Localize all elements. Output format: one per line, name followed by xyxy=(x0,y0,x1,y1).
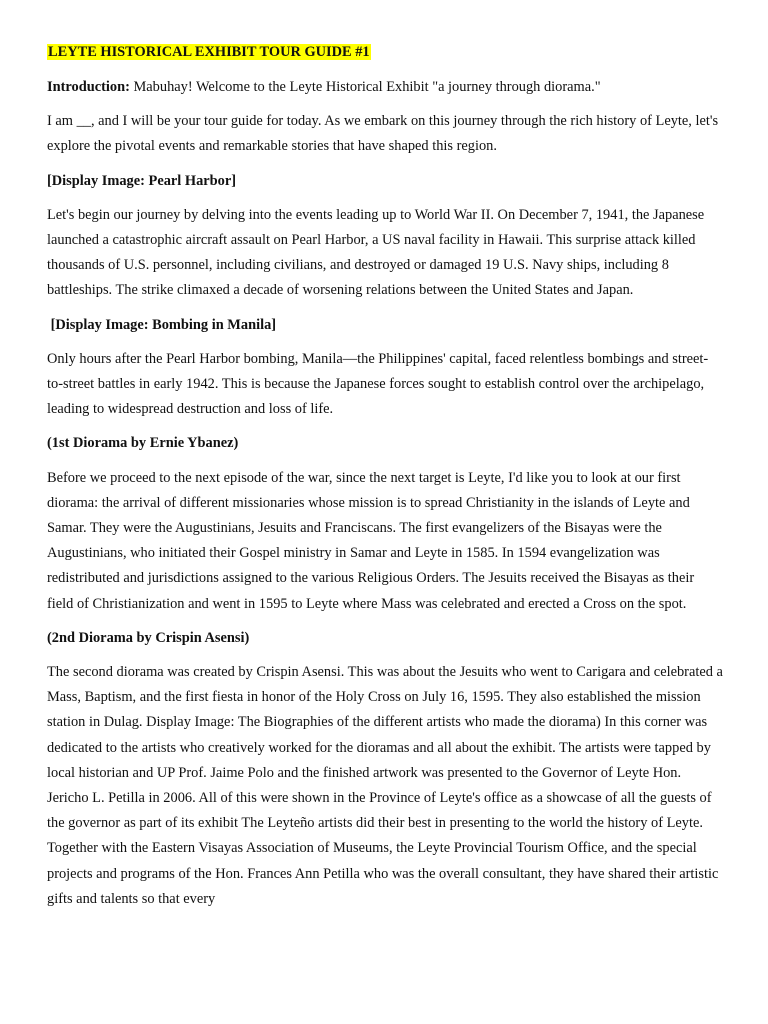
heading-bombing-manila: [Display Image: Bombing in Manila] xyxy=(47,316,277,333)
intro-paragraph xyxy=(47,75,723,100)
document-title: LEYTE HISTORICAL EXHIBIT TOUR GUIDE #1 xyxy=(48,44,370,60)
heading-first-diorama: (1st Diorama by Ernie Ybanez) xyxy=(47,435,239,452)
paragraph-bombing-manila: Only hours after the Pearl Harbor bombing, Manila—the Philippines' capital, faced relentless bombings and street-to-street battles in early 1942. This is because the Japanese forces sought to establish control over the archipelago, leading to widespread destruction and loss of life. xyxy=(47,350,709,418)
intro-text: Mabuhay! Welcome to the Leyte Historical Exhibit "a journey through diorama." xyxy=(129,79,601,95)
heading-pearl-harbor: [Display Image: Pearl Harbor] xyxy=(47,172,237,189)
paragraph-first-diorama: Before we proceed to the next episode of the war, since the next target is Leyte, I'd like you to look at our first diorama: the arrival of different missionaries whose mission is to spread Christianity in the islands of Leyte and Samar. They were the Augustinians, Jesuits and Franciscans. The first evangelizers of the Bisayas were the Augustinians, who initiated their Gospel ministry in Samar and Leyte in 1585. In 1594 evangelization was redistributed and jurisdictions assigned to the various Religious Orders. The Jesuits received the Bisayas as their field of Christianization and went in 1595 to Leyte where Mass was celebrated and erected a Cross on the spot. xyxy=(47,469,695,612)
paragraph-pearl-harbor: Let's begin our journey by delving into the events leading up to World War II. On December 7, 1941, the Japanese launched a catastrophic aircraft assault on Pearl Harbor, a US naval facility in Hawaii. This surprise attack killed thousands of U.S. personnel, including civilians, and destroyed or damaged 19 U.S. Navy ships, including 8 battleships. The strike climaxed a decade of worsening relations between the United States and Japan. xyxy=(47,206,705,299)
paragraph-second-diorama: The second diorama was created by Crispin Asensi. This was about the Jesuits who went to Carigara and celebrated a Mass, Baptism, and the first fiesta in honor of the Holy Cross on July 16, 1595. They also established the mission station in Dulag. Display Image: The Biographies of the different artists who made the diorama) In this corner was dedicated to the artists who creatively worked for the dioramas and all about the exhibit. The artists were tapped by local historian and UP Prof. Jaime Polo and the finished artwork was presented to the Governor of Leyte Hon. Jericho L. Petilla in 2006. All of this were shown in the Province of Leyte's office as a showcase of all the guests of the governor as part of its exhibit The Leyteño artists did their best in presenting to the world the history of Leyte. Together with the Eastern Visayas Association of Museums, the Leyte Provincial Tourism Office, and the special projects and programs of the Hon. Frances Ann Petilla who was the overall consultant, they have shared their artistic gifts and talents so that every xyxy=(47,664,723,907)
paragraph-tour-guide: I am __, and I will be your tour guide for today. As we embark on this journey through the rich history of Leyte, let's explore the pivotal events and remarkable stories that have shaped this region. xyxy=(47,113,719,155)
intro-label: Introduction: xyxy=(47,79,130,95)
heading-second-diorama: (2nd Diorama by Crispin Asensi) xyxy=(47,629,250,646)
document-page xyxy=(47,40,723,921)
title-line xyxy=(47,40,723,65)
